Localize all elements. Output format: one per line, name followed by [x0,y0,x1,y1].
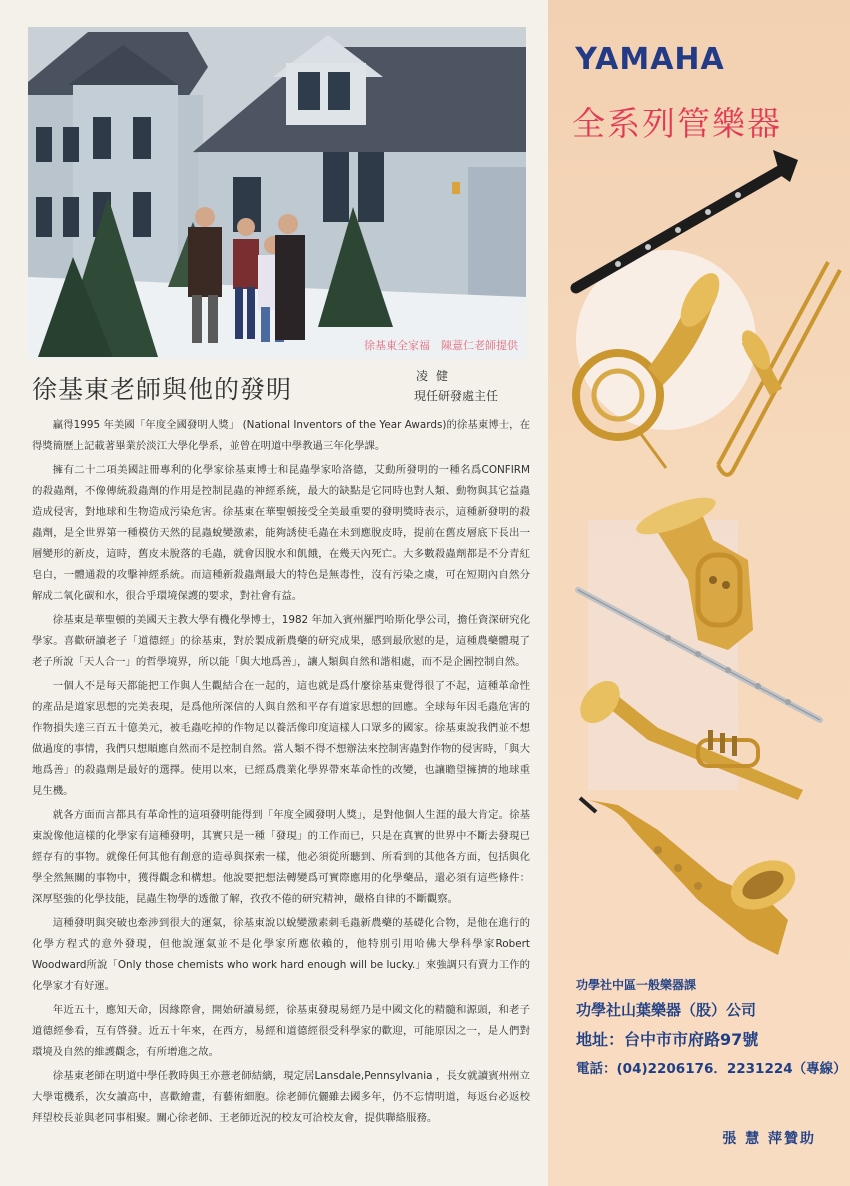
house-illustration [28,27,526,359]
byline [414,366,534,406]
brand-name: YAMAHA [575,42,725,77]
article-title: 徐基東老師與他的發明 [32,375,293,404]
photo-caption: 徐基東全家福 陳薏仁老師提供 [364,339,518,352]
article-paragraph: 贏得1995 年美國「年度全國發明人獎」 (National Inventors of the Year Awards)的徐基東博士，在得獎簡歷上記載著畢業於淡江大學化學系，並曾在明道中學教過三年化學課。 [32,419,530,452]
article-paragraph: 年近五十，應知天命，因緣際會，開始研讀易經，徐基東發現易經乃是中國文化的精髓和源頭，和老子道德經參看，互有啓發。近五十年來，在西方，易經和道德經很受科學家的歡迎，可能原因之一，是人們對環境及自然的維護觀念，有所增進之故。 [32,1004,530,1058]
article-body [32,415,530,1175]
yamaha-advertisement [548,0,850,1186]
shop-department: 功學社中區一般樂器課 [576,978,697,992]
family-photo [28,27,526,359]
article-paragraph: 這種發明與突破也牽涉到很大的運氣，徐基東說以蛻變激素刺毛蟲新農藥的基礎化合物，是他在進行的化學方程式的意外發現，但他說運氣並不是化學家所應依賴的，他特別引用哈佛大學科學家Robert Woodward所說「Only those chemists who work hard enough will be lucky.」來強調只有賣力工作的化學家才有好運。 [32,917,530,992]
author-title: 現任研發處主任 [414,389,499,403]
article-paragraph: 一個人不是每天都能把工作與人生觀結合在一起的，這也就是爲什麼徐基東覺得很了不起，這種革命性的產品是道家思想的完美表現，是爲他所深信的人與自然和平存有道家思想的回應。全球每年因毛蟲危害的作物損失達三百五十億美元，被毛蟲吃掉的作物足以養活像印度這樣人口眾多的國家。徐基東說我們並不想做過度的事情，我們只想順應自然而不是控制自然。當人類不得不想辦法來控制害蟲對作物的侵害時，「與大地爲善」的殺蟲劑是最好的選擇。使用以來，已經爲農業化學界帶來革命性的改變，也讓瞻望擁擠的地球重見生機。 [32,680,530,797]
sponsor-credit: 張 慧 萍贊助 [722,1131,816,1147]
article-paragraph: 徐基東老師在明道中學任教時與王亦薏老師結縭，現定居Lansdale,Pennsylvania ，長女就讀賓州州立大學電機系，次女讀高中，喜歡繪畫，有藝術細胞。徐老師伉儷雖去國多年，仍不忘情明道，每返台必返校拜望校長並與老同事相聚。關心徐老師、王老師近況的校友可洽校友會，提供聯絡服務。 [32,1070,530,1124]
article-paragraph: 就各方面而言都具有革命性的這項發明能得到「年度全國發明人獎」，是對他個人生涯的最大肯定。徐基東說像他這樣的化學家有這種發明，其實只是一種「發現」的工作而已，只是在真實的世界中不斷去發現已經存有的事物。就像任何其他有創意的造尋與探索一樣，他必須從所聽到、所看到的其他各方面，包括與化學全然無關的事物中，獲得觀念和構想。他說要把想法轉變爲可實際應用的化學藥品，還必須有這些條件：深厚堅強的化學技能，昆蟲生物學的透徹了解，孜孜不倦的研究精神，嚴格自律的不斷觀察。 [32,809,530,905]
ad-headline: 全系列管樂器 [572,104,782,143]
author-name: 凌健 [416,369,457,383]
saxophone-icon [580,798,803,955]
shop-company: 功學社山葉樂器（股）公司 [576,1001,757,1019]
article-paragraph: 徐基東是華聖頓的美國天主教大學有機化學博士，1982 年加入賓州羅門哈斯化學公司，擔任資深研究化學家。喜歡研讀老子「道德經」的徐基東，對於製成新農藥的研究成果，感到最欣慰的是，這種農藥體現了老子所說「天人合一」的哲學境界，所以能「與大地爲善」，讓人類與自然和諧相處，而不是企圖控制自然。 [32,614,530,668]
article-paragraph: 擁有二十二項美國註冊專利的化學家徐基東博士和昆蟲學家哈洛德，艾動所發明的一種名爲CONFIRM 的殺蟲劑，不像傳統殺蟲劑的作用是控制昆蟲的神經系統，最大的缺點是它同時也對人類、動物與其它益蟲造成侵害，對地球和生物造成污染危害。徐基東在華聖頓接受全美最重要的發明獎時表示，這種新發明的殺蟲劑，是全世界第一種模仿天然的昆蟲蛻變激素，能夠誘使毛蟲在未到應脫皮時，提前在舊皮層底下長出一層變形的新皮，這時，舊皮未脫落的毛蟲，就會因脫水和飢餓，在幾天內死亡。大多數殺蟲劑都是不分青紅皂白，一體通殺的攻擊神經系統。而這種新殺蟲劑最大的特色是無毒性，沒有污染之虞，可在短期內自然分解成二氧化碳和水，很合乎環境保護的要求，對社會有益。 [32,464,530,602]
shop-phone: 電話：(04)2206176．2231224（專線） [576,1061,847,1077]
shop-contact [576,976,846,1077]
shop-address: 地址：台中市市府路97號 [576,1030,759,1049]
